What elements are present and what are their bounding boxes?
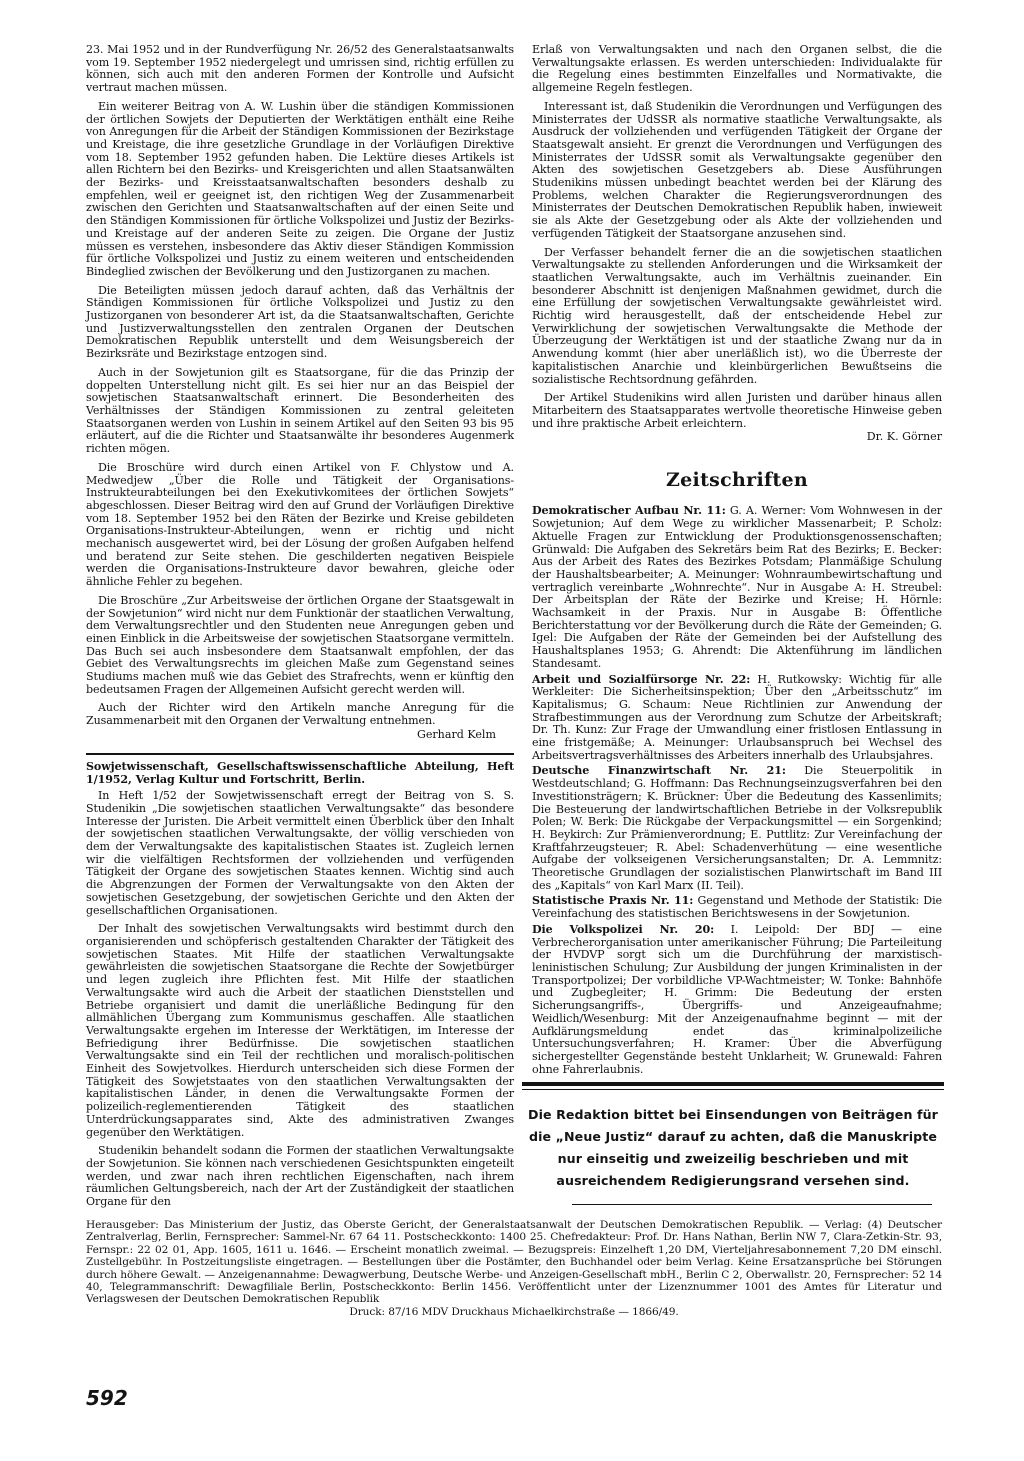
paragraph: Der Verfasser behandelt ferner die an die sowjetischen staatlichen Verwaltungsakte zu stellenden Anforderungen und die Wirksamkeit der staatlichen Verwaltungsakte, auch im Verhältnis zueinander. Ein besonderer Abschnitt ist denjenigen Maßnahmen gewidmet, durch die eine Erfüllung der sowjetischen Verwaltungsakte gewährleistet wird. Richtig wird herausgestellt, daß der entscheidende Hebel zur Verwirklichung der sowjetischen Verwaltungsakte die Methode der Überzeugung der Werktätigen ist und der staatliche Zwang nur da in Anwendung kommt (hier aber unerläßlich ist), wo die Überreste der kapitalistischen Anarchie und kleinbürgerlichen Bewußtseins die sozialistische Rechtsordnung gefährden. [532,245,942,386]
paragraph: Die Broschüre wird durch einen Artikel von F. Chlystow und A. Medwedjew „Über die Rolle und Tätigkeit der Organisations-Instrukteurabteilungen bei den Exekutivkomitees der örtlichen Sowjets“ abgeschlossen. Dieser Beitrag wird den auf Grund der Vorläufigen Direktive vom 18. September 1952 bei den Räten der Bezirke und Kreise gebildeten Organisations-Instrukteur-Abteilungen, wenn er richtig und nicht mechanisch ausgewertet wird, bei der Lösung der großen Aufgaben helfend und beratend zur Seite stehen. Die geschilderten negativen Beispiele werden die Organisations-Instrukteure davor bewahren, gleiche oder ähnliche Fehler zu begehen. [86,460,514,589]
imprint [86,1219,942,1318]
imprint-text: Herausgeber: Das Ministerium der Justiz, das Oberste Gericht, der Generalstaatsanwalt der Deutschen Demokratischen Republik. — Verlag: (4) Deutscher Zentralverlag, Berlin, Fernsprecher: Sammel-Nr. 67 64 11. Postscheckkonto: 1400 25. Chefredakteur: Prof. Dr. Hans Nathan, Berlin NW 7, Clara-Zetkin-Str. 93, Fernspr.: 22 02 01, App. 1605, 1611 u. 1646. — Erscheint monatlich zweimal. — Bezugspreis: Einzelheft 1,20 DM, Vierteljahresabonnement 7,20 DM einschl. Zustellgebühr. In Postzeitungsliste eingetragen. — Bestellungen über die Postämter, den Buchhandel oder beim Verlag. Keine Ersatzansprüche bei Störungen durch höhere Gewalt. — Anzeigenannahme: Dewagwerbung, Deutsche Werbe- und Anzeigen-Gesellschaft mbH., Berlin C 2, Oberwallstr. 20, Fernsprecher: 52 14 40, Telegrammanschrift: Dewagfiliale Berlin, Postscheckkonto: Berlin 1456. Veröffentlicht unter der Lizenznummer 1001 des Amtes für Literatur und Verlagswesen der Deutschen Demokratischen Republik [86,1219,942,1306]
journal-title: Statistische Praxis Nr. 11: [532,894,694,908]
journal-contents: G. A. Werner: Vom Wohnwesen in der Sowjetunion; Auf dem Wege zu wirklicher Massenarbeit; P. Scholz: Aktuelle Fragen zur Entwicklung der Produktionsgenossenschaften; Grünwald: Die Aufgaben des Sekretärs beim Rat des Bezirks; E. Becker: Aus der Arbeit des Rates des Bezirkes Potsdam; Planmäßige Schulung der Haushaltsbearbeiter; A. Meinunger: Wohnraumbewirtschaftung und vertraglich vereinbarte „Wohnrechte“. Nur in Ausgabe A: H. Streubel: Der Arbeitsplan der Räte der Bezirke und Kreise; H. Hörnle: Wachsamkeit in der Praxis. Nur in Ausgabe B: Öffentliche Berichterstattung vor der Bevölkerung durch die Räte der Gemeinden; G. Igel: Die Aufgaben der Räte der Gemeinden bei der Aufstellung des Haushaltsplanes 1953; G. Ahrendt: Die Aktenführung im ländlichen Standesamt. [532,504,942,670]
paragraph: Studenikin behandelt sodann die Formen der staatlichen Verwaltungsakte der Sowjetunion. Sie können nach verschiedenen Gesichtspunkten eingeteilt werden, und zwar nach ihren rechtlichen Eigenschaften, nach ihrem räumlichen Geltungsbereich, nach der Art der Zuständigkeit der staatlichen Organe für den [86,1144,514,1209]
author-signature: Gerhard Kelm [416,727,496,741]
paragraph: Auch in der Sowjetunion gilt es Staatsorgane, für die das Prinzip der doppelten Unterstellung nicht gilt. Es sei hier nur an das Beispiel der sowjetischen Staatsanwaltschaft erinnert. Die Besonderheiten des Verhältnisses der Ständigen Kommissionen zu zentral geleiteten Staatsorganen werden von Lushin in seinem Artikel auf den Seiten 93 bis 95 erläutert, auf die die Richter und Staatsanwälte ihr besonderes Augenmerk richten mögen. [86,365,514,456]
review-title: Sowjetwissenschaft, Gesellschaftswissenschaftliche Abteilung, Heft 1/1952, Verlag Kultur und Fortschritt, Berlin. [86,759,514,786]
divider [522,1082,944,1086]
page-number: 592 [86,1386,128,1410]
paragraph: Die Beteiligten müssen jedoch darauf achten, daß das Verhältnis der Ständigen Kommissionen für örtliche Volkspolizei und Justiz zu den Justizorganen von besonderer Art ist, da die Staatsanwaltschaften, Gerichte und Justizverwaltungsstellen den zentralen Organen der Deutschen Demokratischen Republik unterstellt und dem Weisungsbereich der Bezirksräte und Bezirkstage entzogen sind. [86,283,514,361]
notice-box [522,1082,944,1205]
journal-title: Die Volkspolizei Nr. 20: [532,922,715,936]
paragraph: Der Inhalt des sowjetischen Verwaltungsakts wird bestimmt durch den organisierenden und schöpferisch gestaltenden Charakter der Tätigkeit des sowjetischen Staates. Mit Hilfe der staatlichen Verwaltungsakte gewährleisten die sowjetischen Staatsorgane die Rechte der Sowjetbürger und legen zugleich ihre Pflichten fest. Mit Hilfe der staatlichen Verwaltungsakte wird auch die Arbeit der staatlichen Dienststellen und Betriebe organisiert und damit die unerläßliche Bedingung für den allmählichen Übergang zum Kommunismus geschaffen. Alle staatlichen Verwaltungsakte ergehen im Interesse der Werktätigen, im Interesse der Befriedigung ihrer Bedürfnisse. Die sowjetischen staatlichen Verwaltungsakte sind ein Teil der rechtlichen und moralisch-politischen Einheit des Sowjetvolkes. Hierdurch unterscheiden sich diese Formen der Tätigkeit des Sowjetstaates von den staatlichen Verwaltungsakten der kapitalistischen Länder, in denen die Verwaltungsakte Formen der polizeilich-reglementierenden Tätigkeit des staatlichen Unterdrückungsapparates sind, Akte des administrativen Zwanges gegenüber den Werktätigen. [86,922,514,1139]
author-signature: Dr. K. Görner [866,430,942,444]
review-heading [86,753,514,786]
paragraph: Der Artikel Studenikins wird allen Juristen und darüber hinaus allen Mitarbeitern des Staatsapparates wertvolle theoretische Hinweise geben und ihre praktische Arbeit erleichtern. [532,391,942,430]
journal-contents: I. Leipold: Der BDJ — eine Verbrecherorganisation unter amerikanischer Führung; Die Parteileitung der HVDVP sorgt sich um die Durchführung der marxistisch-leninistischen Schulung; Zur Ausbildung der jungen Kriminalisten in der Transportpolizei; Der vorbildliche VP-Wachtmeister; W. Tonke: Bahnhöfe und Zugbegleiter; H. Grimm: Die Bedeutung der ersten Sicherungsangriffs-, Übergriffs- und Anzeigeaufnahme; Weidlich/Wesenburg: Mit der Anzeigenaufnahme beginnt — mit der Aufklärungsmeldung endet das kriminalpolizeiliche Untersuchungsverfahren; H. Kramer: Über die Abverfügung sichergestellter Gegenstände besteht Unklarheit; W. Grunewald: Fahren ohne Fahrerlaubnis. [532,922,942,1076]
journal-contents: Die Steuerpolitik in Westdeutschland; G. Hoffmann: Das Rechnungseinzugsverfahren bei den Investitionsträgern; K. Brückner: Über die Bedeutung des Kassenlimits; Die Besteuerung der landwirtschaftlichen Betriebe in der Volksrepublik Polen; W. Berk: Die Rückgabe der Verpackungsmittel — ein Sorgenkind; H. Beykirch: Zur Prämienverordnung; E. Puttlitz: Zur Vereinfachung der Kraftfahrzeugsteuer; R. Abel: Schadenverhütung — eine wesentliche Aufgabe der volkseigenen Versicherungsanstalten; Dr. A. Lemmnitz: Theoretische Grundlagen der sozialistischen Planwirtschaft im Band III des „Kapitals“ von Karl Marx (II. Teil). [532,764,942,892]
journal-title: Arbeit und Sozialfürsorge Nr. 22: [532,672,751,686]
paragraph: 23. Mai 1952 und in der Rundverfügung Nr. 26/52 des Generalstaatsanwalts vom 19. September 1952 niedergelegt und umrissen sind, richtig erfüllen zu können, sich auch mit den anderen Formen der Kontrolle und Aufsicht vertraut machen müssen. [86,43,514,95]
journal-list [532,505,942,1076]
editorial-notice: Die Redaktion bittet bei Einsendungen von Beiträgen für die „Neue Justiz“ darauf zu achten, daß die Manuskripte nur einseitig und zweizeilig beschrieben und mit ausreichendem Redigierungsrand versehen sind. [528,1107,938,1189]
journal-entry [532,924,942,1076]
paragraph: Auch der Richter wird den Artikeln manche Anregung für die Zusammenarbeit mit den Organen der Verwaltung entnehmen. [86,701,514,728]
section-title: Zeitschriften [666,469,809,492]
right-column [528,43,942,1205]
paragraph: In Heft 1/52 der Sowjetwissenschaft erregt der Beitrag von S. S. Studenikin „Die sowjetischen staatlichen Verwaltungsakte“ das besondere Interesse der Juristen. Die Arbeit vermittelt einen Überblick über den Inhalt der sowjetischen staatlichen Verwaltungsakte, der völlig verschieden von dem der Verwaltungsakte des kapitalistischen Staates ist. Zugleich lernen wir die vielfältigen Rechtsformen der vollziehenden und verfügenden Tätigkeit der Organe des sowjetischen Staates kennen. Wichtig sind auch die Abgrenzungen der Formen der Verwaltungsakte von den Akten der sowjetischen Gesetzgebung, der sowjetischen Gerichte und den Akten der gesellschaftlichen Organisationen. [86,789,514,917]
journal-entry [532,765,942,892]
left-column [86,44,514,1209]
paragraph: Interessant ist, daß Studenikin die Verordnungen und Verfügungen des Ministerrates der UdSSR als normative staatliche Verwaltungsakte, als Ausdruck der vollziehenden und verfügenden Tätigkeit der Organe der Staatsgewalt ansieht. Er grenzt die Verordnungen und Verfügungen des Ministerrates der UdSSR somit als Verwaltungsakte gegenüber den Akten des sowjetischen Gesetzgebers ab. Diese Ausführungen Studenikins müssen unbedingt beachtet werden bei der Klärung des Problems, welchen Charakter die Regierungsverordnungen des Ministerrates der Deutschen Demokratischen Republik haben, inwieweit sie als Akte der Gesetzgebung oder als Akte der vollziehenden und verfügenden Tätigkeit der Staatsorgane anzusehen sind. [532,99,942,240]
journal-contents: H. Rutkowsky: Wichtig für alle Werkleiter: Die Sicherheitsinspektion; Über den „Arbeitsschutz“ im Kapitalismus; G. Schaum: Neue Richtlinien zur Anwendung der Strafbestimmungen aus der Verordnung zum Schutze der Arbeitskraft; Dr. Th. Kunz: Zur Frage der Umwandlung einer fristlosen Entlassung in eine fristgemäße; A. Meinunger: Urlaubsanspruch bei Wechsel des Arbeitsvertragsverhältnisses des Arbeiters innerhalb des Urlaubsjahres. [532,672,942,762]
journal-entry [532,674,942,763]
journal-title: Deutsche Finanzwirtschaft Nr. 21: [532,764,786,778]
journal-entry [532,895,942,920]
paragraph: Ein weiterer Beitrag von A. W. Lushin über die ständigen Kommissionen der örtlichen Sowjets der Deputierten der Werktätigen enthält eine Reihe von Anregungen für die Arbeit der Ständigen Kommissionen der Bezirkstage und Kreistage, die ihre gesetzliche Grundlage in der Vorläufigen Direktive vom 18. September 1952 gefunden haben. Die Lektüre dieses Artikels ist allen Richtern bei den Bezirks- und Kreisgerichten und allen Staatsanwälten der Bezirks- und Kreisstaatsanwaltschaften besonders deshalb zu empfehlen, weil er geeignet ist, den richtigen Weg der Zusammenarbeit zwischen den Gerichten und Staatsanwaltschaften auf der einen Seite und den Ständigen Kommissionen für örtliche Volkspolizei und Justiz der Bezirks- und Kreistage auf der anderen Seite zu zeigen. Die Organe der Justiz müssen es verstehen, insbesondere das Aktiv dieser Ständigen Kommission für örtliche Volkspolizei und Justiz zu einem weiteren und entscheidenden Bindeglied zwischen der Bevölkerung und den Justizorganen zu machen. [86,99,514,278]
paragraph: Erlaß von Verwaltungsakten und nach den Organen selbst, die die Verwaltungsakte erlassen. Es werden unterschieden: Individualakte für die Regelung eines bestimmten Einzelfalles und Normativakte, die allgemeine Regeln festlegen. [532,43,942,95]
journal-entry [532,505,942,670]
paragraph: Die Broschüre „Zur Arbeitsweise der örtlichen Organe der Staatsgewalt in der Sowjetunion“ wird nicht nur dem Funktionär der staatlichen Verwaltung, dem Verwaltungsrechtler und den Studenten neue Anregungen geben und einen Einblick in die Arbeitsweise der sowjetischen Staatsorgane vermitteln. Das Buch sei auch insbesondere dem Staatsanwalt empfohlen, der das Gebiet des Verwaltungsrechts im gleichen Maße zum Gegenstand seines Studiums machen muß wie das Gebiet des Strafrechts, wenn er künftig den bedeutsamen Fragen der Allgemeinen Aufsicht gerecht werden will. [86,593,514,696]
divider [572,1204,932,1205]
journal-title: Demokratischer Aufbau Nr. 11: [532,504,726,518]
journal-contents: Gegenstand und Methode der Statistik: Die Vereinfachung des statistischen Berichtswesens in der Sowjetunion. [532,894,942,921]
print-line: Druck: 87/16 MDV Druckhaus Michaelkirchstraße — 1866/49. [349,1305,679,1318]
